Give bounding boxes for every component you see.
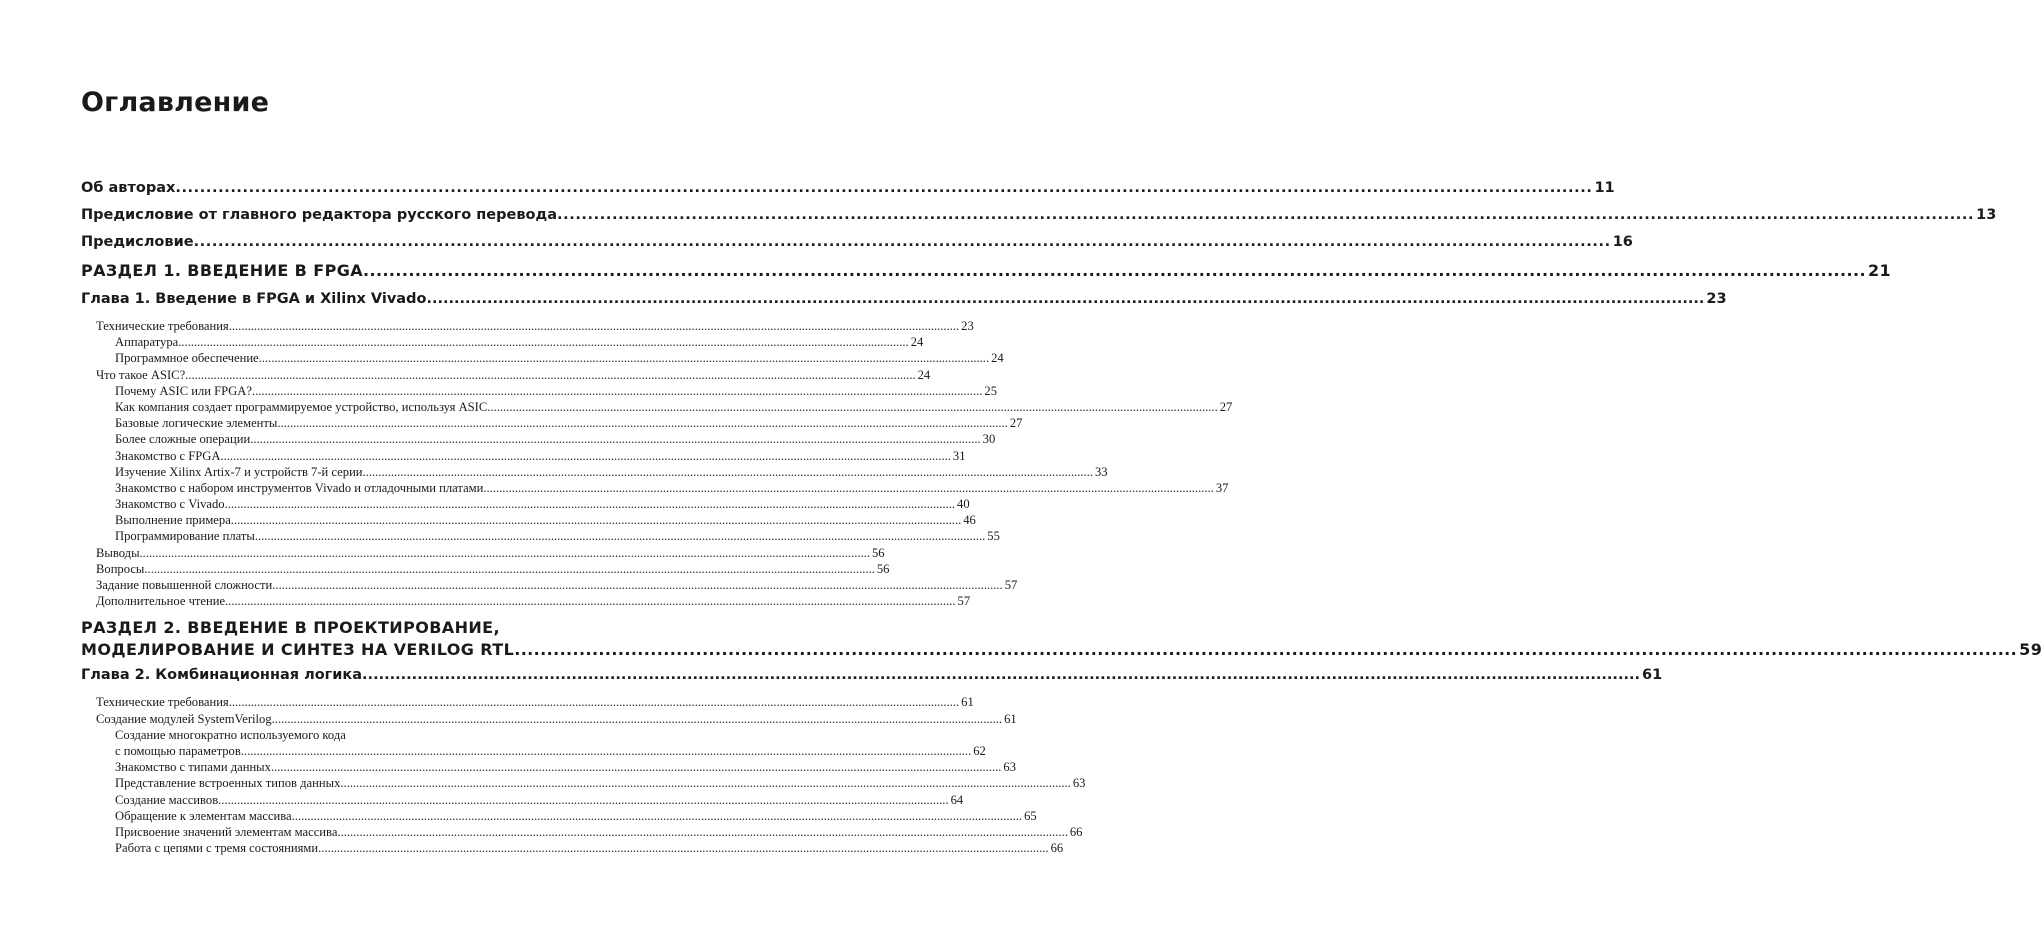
dot-leader	[250, 431, 980, 447]
toc-item-title: Знакомство с Vivado	[115, 497, 225, 512]
dot-leader	[229, 694, 959, 710]
dot-leader	[557, 207, 1974, 223]
dot-leader	[140, 545, 870, 561]
dot-leader	[363, 464, 1093, 480]
toc-item-page: 25	[984, 383, 997, 398]
toc-item-page: 30	[982, 432, 996, 447]
toc-part-page: 59	[2019, 640, 2042, 660]
toc-item-page: 63	[1003, 760, 1016, 775]
toc-part-title-line1: РАЗДЕЛ 2. ВВЕДЕНИЕ В ПРОЕКТИРОВАНИЕ,	[81, 618, 500, 638]
toc-entry-about-authors[interactable]	[81, 180, 1615, 207]
toc-item[interactable]	[81, 561, 890, 577]
toc-chapter-title: Глава 2. Комбинационная логика	[81, 667, 363, 684]
toc-item[interactable]	[81, 792, 964, 808]
toc-entry-editor-preface[interactable]	[81, 207, 1997, 234]
dot-leader	[218, 792, 948, 808]
dot-leader	[337, 824, 1067, 840]
dot-leader	[340, 775, 1070, 791]
dot-leader	[272, 711, 1002, 727]
toc-item-page: 40	[957, 497, 970, 512]
toc-item-page: 56	[871, 545, 885, 560]
toc-item[interactable]	[81, 367, 931, 383]
toc-entry-page: 13	[1976, 207, 1997, 223]
toc-item-title: Создание массивов	[115, 792, 219, 807]
toc-chapter-title: Глава 1. Введение в FPGA и Xilinx Vivado	[81, 291, 427, 307]
toc-item[interactable]	[81, 528, 1000, 544]
toc-item-title: Выполнение примера	[115, 513, 231, 528]
toc-item[interactable]	[81, 577, 1018, 593]
dot-leader	[259, 350, 989, 366]
toc-item-page: 64	[950, 792, 964, 807]
dot-leader	[271, 759, 1001, 775]
toc-item-title: Присвоение значений элементам массива	[115, 824, 338, 839]
toc-item[interactable]	[81, 711, 1017, 727]
toc-item[interactable]	[81, 824, 1083, 840]
toc-part-page: 21	[1867, 261, 1892, 280]
toc-item-page: 56	[876, 561, 890, 576]
dot-leader	[426, 291, 1704, 307]
dot-leader	[144, 561, 874, 577]
toc-item-title: Аппаратура	[115, 335, 179, 350]
toc-item-title: Технические требования	[96, 695, 229, 710]
toc-entry-title: Предисловие от главного редактора русского перевода	[81, 207, 557, 223]
toc-item-title: Программное обеспечение	[115, 351, 259, 366]
toc-part-title-line2: МОДЕЛИРОВАНИЕ И СИНТЕЗ НА VERILOG RTL	[81, 640, 515, 660]
spacer	[81, 609, 597, 617]
dot-leader	[175, 180, 1592, 196]
toc-part-1[interactable]	[81, 261, 1892, 291]
toc-item-title: Знакомство с FPGA	[115, 448, 221, 463]
toc-item[interactable]	[81, 464, 1108, 480]
toc-item-title: Что такое ASIC?	[96, 367, 186, 382]
toc-item[interactable]	[81, 399, 1233, 415]
toc-item-page: 27	[1009, 416, 1023, 431]
dot-leader	[292, 808, 1022, 824]
toc-chapter-2[interactable]	[81, 667, 1663, 694]
toc-item-page: 61	[1004, 711, 1017, 726]
toc-entry-preface[interactable]	[81, 234, 1633, 261]
toc-item[interactable]	[81, 512, 976, 528]
dot-leader	[185, 367, 915, 383]
toc-chapter-1[interactable]	[81, 291, 1727, 318]
toc-item-multiline-start[interactable]	[81, 727, 597, 743]
toc-item[interactable]	[81, 840, 1064, 856]
toc-item-page: 65	[1024, 808, 1037, 823]
toc-item-page: 55	[987, 529, 1000, 544]
dot-leader	[277, 415, 1007, 431]
toc-chapter-page: 61	[1641, 667, 1663, 684]
dot-leader	[363, 261, 1866, 280]
toc-item-title: Базовые логические элементы	[115, 416, 278, 431]
dot-leader	[225, 593, 955, 609]
dot-leader	[487, 399, 1217, 415]
toc-item-title: Знакомство с типами данных	[115, 760, 271, 775]
toc-item[interactable]	[81, 318, 974, 334]
toc-item[interactable]	[81, 334, 924, 350]
toc-item-page: 57	[957, 594, 971, 609]
toc-part-title-line2-row	[81, 639, 2042, 667]
toc-item-page: 61	[961, 695, 974, 710]
toc-item-page: 27	[1219, 399, 1233, 414]
toc-item-title: Обращение к элементам массива	[115, 808, 292, 823]
dot-leader	[229, 318, 959, 334]
toc-item-page: 62	[973, 743, 986, 758]
toc-item-title: с помощью параметров	[115, 743, 241, 758]
toc-item-title: Дополнительное чтение	[96, 594, 226, 609]
dot-leader	[514, 639, 2017, 661]
toc-item-page: 37	[1215, 480, 1229, 495]
dot-leader	[255, 528, 985, 544]
toc-part-title: РАЗДЕЛ 1. ВВЕДЕНИЕ В FPGA	[81, 261, 364, 280]
toc-entry-title: Предисловие	[81, 234, 194, 250]
toc-item[interactable]	[81, 759, 1016, 775]
toc-entry-title: Об авторах	[81, 180, 176, 196]
toc-item-page: 63	[1072, 776, 1086, 791]
toc-item-page: 31	[952, 448, 966, 463]
dot-leader	[220, 448, 950, 464]
toc-item[interactable]	[81, 480, 1229, 496]
dot-leader	[318, 840, 1048, 856]
toc-item[interactable]	[81, 448, 966, 464]
toc-item[interactable]	[81, 808, 1037, 824]
toc-item-title: Работа с цепями с тремя состояниями	[115, 841, 319, 856]
toc-item-page: 66	[1069, 824, 1083, 839]
dot-leader	[362, 667, 1640, 683]
toc-entry-page: 11	[1594, 180, 1615, 196]
toc-item-title: Создание многократно используемого кода	[115, 727, 346, 742]
chapter-2-items	[81, 694, 1086, 856]
toc-item-title: Как компания создает программируемое устройство, используя ASIC	[115, 399, 488, 414]
table-of-contents	[81, 180, 2042, 856]
toc-item-page: 23	[961, 319, 974, 333]
dot-leader	[225, 496, 955, 512]
toc-item[interactable]	[81, 431, 996, 447]
toc-item[interactable]	[81, 383, 997, 399]
toc-item-title: Почему ASIC или FPGA?	[115, 383, 252, 398]
page-title: Оглавление	[81, 87, 270, 118]
toc-item-page: 24	[910, 335, 924, 350]
toc-item[interactable]	[81, 496, 970, 512]
toc-item-page: 33	[1094, 464, 1108, 479]
toc-chapter-page: 23	[1706, 291, 1727, 307]
toc-item-page: 57	[1004, 578, 1018, 592]
dot-leader	[252, 383, 982, 399]
toc-item-title: Вопросы	[96, 561, 145, 576]
toc-item[interactable]	[81, 415, 1023, 431]
toc-item-title: Изучение Xilinx Artix-7 и устройств 7-й серии	[115, 464, 363, 479]
dot-leader	[241, 743, 971, 759]
toc-item-title: Знакомство с набором инструментов Vivado и отладочными платами	[115, 480, 484, 495]
toc-item[interactable]	[81, 350, 1004, 366]
toc-item-page: 24	[991, 351, 1004, 366]
toc-item-title: Задание повышенной сложности	[96, 578, 273, 592]
toc-item-continuation[interactable]	[81, 743, 986, 759]
toc-item-title: Программирование платы	[115, 529, 255, 544]
dot-leader	[483, 480, 1213, 496]
toc-item-title: Технические требования	[96, 319, 229, 333]
toc-item-title: Создание модулей SystemVerilog	[96, 711, 272, 726]
toc-item[interactable]	[81, 593, 971, 609]
toc-item[interactable]	[81, 775, 1086, 791]
toc-item-page: 66	[1050, 841, 1064, 856]
toc-item-page: 46	[963, 513, 976, 528]
toc-part-2[interactable]	[81, 617, 2042, 667]
toc-item[interactable]	[81, 545, 885, 561]
toc-item-title: Более сложные операции	[115, 432, 251, 447]
toc-item-title: Выводы	[96, 545, 140, 560]
dot-leader	[231, 512, 961, 528]
toc-item[interactable]	[81, 694, 974, 710]
dot-leader	[272, 577, 1002, 593]
toc-entry-page: 16	[1612, 234, 1633, 250]
dot-leader	[178, 334, 908, 350]
dot-leader	[194, 234, 1611, 250]
chapter-1-items	[81, 318, 1233, 609]
toc-item-page: 24	[917, 367, 931, 382]
toc-item-title: Представление встроенных типов данных	[115, 776, 341, 791]
